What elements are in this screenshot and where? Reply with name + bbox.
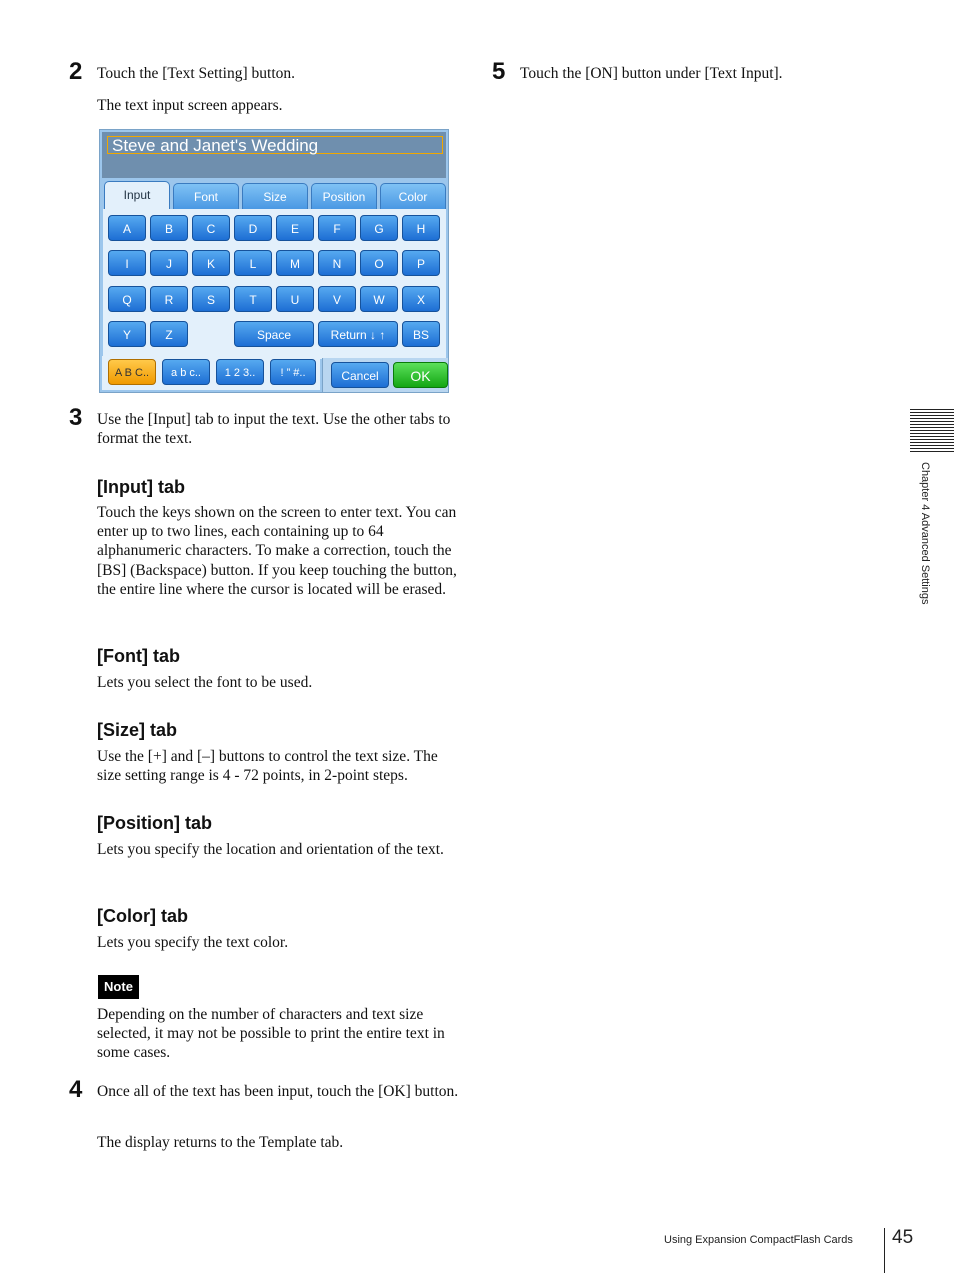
- key-x[interactable]: X: [402, 286, 440, 312]
- section-text: Touch the keys shown on the screen to enter text. You can enter up to two lines, each containing up to 64 alphanumeric characters. To make a correction, touch the [BS] (Backspace) button. If you keep touching the button, the entire line where the cursor is located will be erased.: [97, 504, 457, 598]
- title-bar: [102, 132, 446, 178]
- action-area: [322, 358, 449, 392]
- footer-title: Using Expansion CompactFlash Cards: [664, 1234, 853, 1246]
- key-m[interactable]: M: [276, 250, 314, 276]
- key-t[interactable]: T: [234, 286, 272, 312]
- step-number: 5: [492, 58, 506, 85]
- section-heading: [Color] tab: [97, 906, 188, 926]
- chapter-marker: [910, 409, 954, 453]
- key-q[interactable]: Q: [108, 286, 146, 312]
- section-heading: [Input] tab: [97, 477, 185, 497]
- step-text: Touch the [ON] button under [Text Input].: [520, 65, 783, 82]
- key-c[interactable]: C: [192, 215, 230, 241]
- section-text: Lets you specify the text color.: [97, 934, 289, 951]
- return-key[interactable]: Return ↓ ↑: [318, 321, 398, 347]
- key-z[interactable]: Z: [150, 321, 188, 347]
- text-field[interactable]: Steve and Janet's Wedding: [107, 136, 443, 154]
- tab-color[interactable]: Color: [380, 183, 446, 209]
- step-number: 3: [69, 404, 83, 431]
- section-text: Lets you specify the location and orientation of the text.: [97, 841, 444, 858]
- key-s[interactable]: S: [192, 286, 230, 312]
- backspace-key[interactable]: BS: [402, 321, 440, 347]
- note-label: Note: [98, 975, 139, 999]
- key-w[interactable]: W: [360, 286, 398, 312]
- mode-row: [102, 356, 320, 390]
- step-number: 4: [69, 1076, 83, 1103]
- step-text: The display returns to the Template tab.: [97, 1134, 344, 1151]
- cancel-button[interactable]: Cancel: [331, 362, 389, 388]
- key-g[interactable]: G: [360, 215, 398, 241]
- step-number: 2: [69, 58, 83, 85]
- key-o[interactable]: O: [360, 250, 398, 276]
- key-n[interactable]: N: [318, 250, 356, 276]
- chapter-label: Chapter 4 Advanced Settings: [919, 462, 931, 605]
- mode-lowercase-button[interactable]: a b c..: [162, 359, 210, 385]
- step-text: Once all of the text has been input, touch the [OK] button.: [97, 1083, 459, 1100]
- footer-divider: [884, 1228, 885, 1273]
- tab-size[interactable]: Size: [242, 183, 308, 209]
- key-p[interactable]: P: [402, 250, 440, 276]
- key-k[interactable]: K: [192, 250, 230, 276]
- key-b[interactable]: B: [150, 215, 188, 241]
- key-j[interactable]: J: [150, 250, 188, 276]
- key-e[interactable]: E: [276, 215, 314, 241]
- key-r[interactable]: R: [150, 286, 188, 312]
- key-f[interactable]: F: [318, 215, 356, 241]
- key-a[interactable]: A: [108, 215, 146, 241]
- mode-uppercase-button[interactable]: A B C..: [108, 359, 156, 385]
- mode-numbers-button[interactable]: 1 2 3..: [216, 359, 264, 385]
- step-text: Use the [Input] tab to input the text. Use the other tabs to format the text.: [97, 411, 451, 448]
- key-y[interactable]: Y: [108, 321, 146, 347]
- key-v[interactable]: V: [318, 286, 356, 312]
- key-u[interactable]: U: [276, 286, 314, 312]
- step-text: The text input screen appears.: [97, 97, 283, 114]
- keyboard: [103, 209, 446, 359]
- key-h[interactable]: H: [402, 215, 440, 241]
- tab-input[interactable]: Input: [104, 181, 170, 211]
- section-heading: [Position] tab: [97, 813, 212, 833]
- mode-symbols-button[interactable]: ! ” #..: [270, 359, 316, 385]
- text-input-screen: [99, 129, 449, 393]
- note-text: Depending on the number of characters and text size selected, it may not be possible to print the entire text in some cases.: [97, 1006, 445, 1062]
- ok-button[interactable]: OK: [393, 362, 448, 388]
- step-text: Touch the [Text Setting] button.: [97, 65, 296, 82]
- section-heading: [Font] tab: [97, 646, 180, 666]
- section-heading: [Size] tab: [97, 720, 178, 740]
- page-number: 45: [892, 1227, 914, 1248]
- space-key[interactable]: Space: [234, 321, 314, 347]
- section-text: Use the [+] and [–] buttons to control the text size. The size setting range is 4 - 72 points, in 2-point steps.: [97, 748, 438, 785]
- tab-font[interactable]: Font: [173, 183, 239, 209]
- tab-position[interactable]: Position: [311, 183, 377, 209]
- key-l[interactable]: L: [234, 250, 272, 276]
- key-i[interactable]: I: [108, 250, 146, 276]
- key-d[interactable]: D: [234, 215, 272, 241]
- section-text: Lets you select the font to be used.: [97, 674, 313, 691]
